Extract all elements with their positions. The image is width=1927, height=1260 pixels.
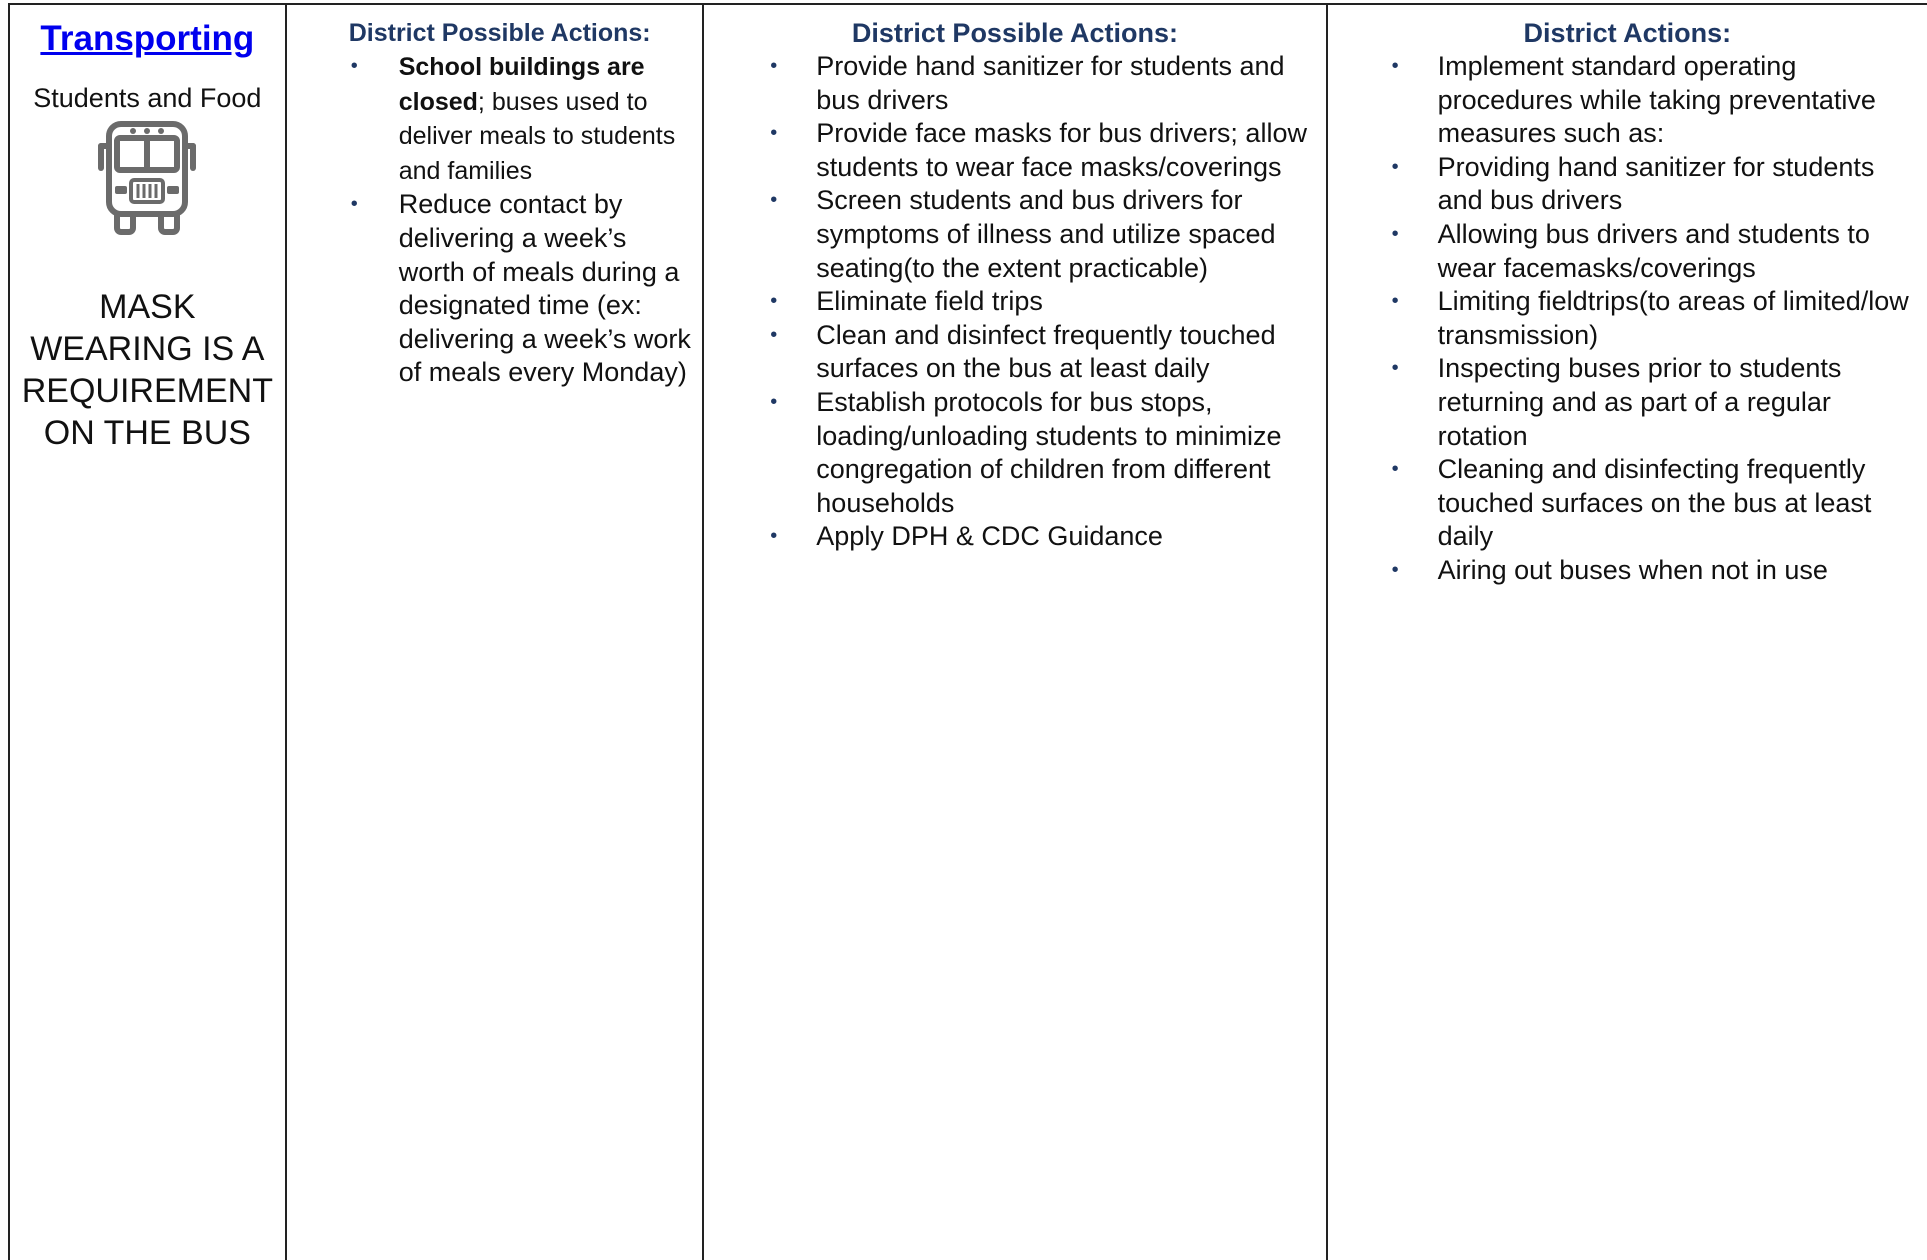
list-item: • Clean and disinfect frequently touched surfaces on the bus at least daily bbox=[704, 319, 1325, 386]
column-heading: District Actions: bbox=[1523, 18, 1732, 48]
district-actions-cell bbox=[1328, 5, 1927, 1260]
list-item: • Implement standard operating procedures while taking preventative measures such as: bbox=[1328, 50, 1927, 151]
mask-note-line: WEARING IS A bbox=[30, 330, 265, 368]
column-heading: District Possible Actions: bbox=[348, 19, 651, 47]
actions-list bbox=[287, 50, 703, 390]
list-item: • Eliminate field trips bbox=[704, 285, 1325, 319]
closed-buildings-actions-cell bbox=[287, 5, 705, 1260]
list-item: • Cleaning and disinfecting frequently touched surfaces on the bus at least daily bbox=[1328, 453, 1927, 554]
list-item bbox=[287, 50, 703, 188]
school-bus-icon bbox=[95, 116, 199, 240]
list-item: • Provide face masks for bus drivers; allow students to wear face masks/coverings bbox=[704, 117, 1325, 184]
list-item: • Screen students and bus drivers for symptoms of illness and utilize spaced seating(to the extent practicable) bbox=[704, 184, 1325, 285]
list-item: • Providing hand sanitizer for students and bus drivers bbox=[1328, 151, 1927, 218]
transporting-label-cell bbox=[10, 5, 287, 1260]
actions-list bbox=[704, 50, 1325, 554]
list-item-text: ; buses used to deliver meals to students and families bbox=[398, 87, 676, 185]
list-item: • Establish protocols for bus stops, loading/unloading students to minimize congregation of children from different households bbox=[704, 386, 1325, 520]
possible-actions-cell bbox=[704, 5, 1327, 1260]
list-item: • Apply DPH & CDC Guidance bbox=[704, 520, 1325, 554]
mask-requirement-note bbox=[10, 286, 285, 454]
transporting-link[interactable]: Transporting bbox=[40, 19, 255, 58]
mask-note-line: REQUIREMENT bbox=[21, 372, 273, 410]
list-item: • Allowing bus drivers and students to wear facemasks/coverings bbox=[1328, 218, 1927, 285]
list-item: • Inspecting buses prior to students returning and as part of a regular rotation bbox=[1328, 352, 1927, 453]
list-item: • Provide hand sanitizer for students and bus drivers bbox=[704, 50, 1325, 117]
mask-note-line: MASK bbox=[99, 288, 196, 326]
actions-list bbox=[1328, 50, 1927, 588]
list-item: • Airing out buses when not in use bbox=[1328, 554, 1927, 588]
column-heading: District Possible Actions: bbox=[851, 18, 1178, 48]
list-item bbox=[287, 188, 703, 390]
mask-note-line: ON THE BUS bbox=[43, 414, 251, 452]
list-item-bold-lead: School buildings are closed bbox=[398, 53, 645, 116]
list-item: • Limiting fieldtrips(to areas of limited/low transmission) bbox=[1328, 285, 1927, 352]
section-subtitle: Students and Food bbox=[33, 83, 262, 113]
transport-actions-table bbox=[8, 3, 1927, 1260]
list-item-text: Reduce contact by delivering a week’s worth of meals during a designated time (ex: delivering a week’s work of meals every Monday) bbox=[398, 189, 691, 388]
